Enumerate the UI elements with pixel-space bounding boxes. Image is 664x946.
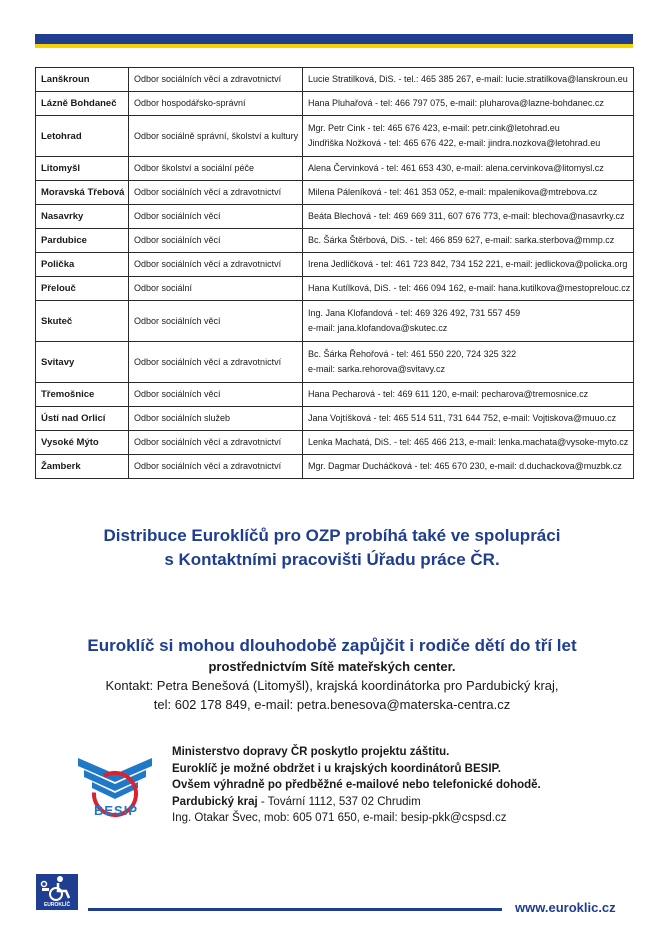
department-cell: Odbor sociálních věcí a zdravotnictví [129,455,303,479]
top-blue-stripe [35,34,633,44]
lending-subline: prostřednictvím Sítě mateřských center. [208,659,456,674]
table-row [36,181,634,205]
lending-contact-line-2: tel: 602 178 849, e-mail: petra.benesova@materska-centra.cz [153,697,511,712]
town-cell: Litomyšl [36,157,129,181]
department-cell: Odbor sociálně správní, školství a kultury [129,116,303,157]
table-row [36,431,634,455]
contact-line: Lenka Machatá, DiS. - tel: 465 466 213, e-mail: lenka.machata@vysoke-myto.cz [308,437,629,447]
town-cell: Polička [36,253,129,277]
contact-cell [303,157,634,181]
table-row [36,68,634,92]
town-cell: Nasavrky [36,205,129,229]
contact-line: Jana Vojtíšková - tel: 465 514 511, 731 644 752, e-mail: Vojtiskova@muuo.cz [308,413,617,423]
besip-line-4 [172,794,541,811]
town-cell: Žamberk [36,455,129,479]
contact-cell [303,253,634,277]
table-row [36,383,634,407]
town-cell: Lanškroun [36,68,129,92]
wheelchair-icon [36,874,78,902]
contact-line: Alena Červinková - tel: 461 653 430, e-mail: alena.cervinkova@litomysl.cz [308,163,604,173]
contact-line: Hana Kutílková, DiS. - tel: 466 094 162, e-mail: hana.kutilkova@mestoprelouc.cz [308,283,631,293]
contact-cell [303,116,634,157]
website-link[interactable]: www.euroklic.cz [515,900,616,915]
contact-line: Milena Páleníková - tel: 461 353 052, e-mail: mpalenikova@mtrebova.cz [308,187,598,197]
table-row [36,301,634,342]
euroklic-logo-text: EUROKLÍČ [43,902,71,908]
table-row [36,342,634,383]
besip-line-2: Euroklíč je možné obdržet i u krajských koordinátorů BESIP. [172,762,501,775]
contact-line: Irena Jedličková - tel: 461 723 842, 734 152 221, e-mail: jedlickova@policka.org [308,259,628,269]
contact-line: e-mail: sarka.rehorova@svitavy.cz [308,364,446,374]
department-cell: Odbor hospodářsko-správní [129,92,303,116]
department-cell: Odbor školství a sociální péče [129,157,303,181]
besip-line-1: Ministerstvo dopravy ČR poskytlo projektu záštitu. [172,746,450,758]
lending-headline: Euroklíč si mohou dlouhodobě zapůjčit i rodiče dětí do tří let [87,636,577,655]
town-cell: Přelouč [36,277,129,301]
department-cell: Odbor sociálních věcí a zdravotnictví [129,181,303,205]
table-row [36,253,634,277]
euroklic-logo [36,874,78,910]
contact-cell [303,68,634,92]
contact-line: Ing. Jana Klofandová - tel: 469 326 492, 731 557 459 [308,308,521,318]
town-cell: Svitavy [36,342,129,383]
department-cell: Odbor sociálních věcí [129,205,303,229]
contact-cell [303,277,634,301]
top-yellow-stripe [35,44,633,48]
department-cell: Odbor sociálních věcí a zdravotnictví [129,342,303,383]
contact-cell [303,455,634,479]
contact-line: Beáta Blechová - tel: 469 669 311, 607 676 773, e-mail: blechova@nasavrky.cz [308,211,625,221]
besip-info [172,744,541,827]
town-cell: Lázně Bohdaneč [36,92,129,116]
town-cell: Třemošnice [36,383,129,407]
table-row [36,116,634,157]
town-cell: Vysoké Mýto [36,431,129,455]
distribution-line-1: Distribuce Euroklíčů pro OZP probíhá také ve spolupráci [103,526,561,545]
table-row [36,455,634,479]
besip-line-3: Ovšem výhradně po předběžné e-mailové nebo telefonické dohodě. [172,779,541,791]
contact-cell [303,301,634,342]
department-cell: Odbor sociálních věcí [129,383,303,407]
town-cell: Letohrad [36,116,129,157]
contact-line: Jindřiška Nožková - tel: 465 676 422, e-mail: jindra.nozkova@letohrad.eu [308,138,601,148]
table-row [36,277,634,301]
town-cell: Pardubice [36,229,129,253]
department-cell: Odbor sociální [129,277,303,301]
top-color-bar [35,34,633,48]
department-cell: Odbor sociálních věcí a zdravotnictví [129,431,303,455]
contact-cell [303,407,634,431]
besip-logo-text: BESIP [93,803,138,818]
contact-cell [303,431,634,455]
footer-divider [88,908,502,911]
besip-region: Pardubický kraj [172,795,258,808]
town-cell: Skuteč [36,301,129,342]
contact-line: Lucie Stratilková, DiS. - tel.: 465 385 267, e-mail: lucie.stratilkova@lanskroun.eu [308,74,628,84]
distribution-line-2: s Kontaktními pracovišti Úřadu práce ČR. [164,550,500,569]
department-cell: Odbor sociálních služeb [129,407,303,431]
contacts-table [35,67,634,479]
contact-cell [303,205,634,229]
table-row [36,92,634,116]
table-row [36,407,634,431]
contact-line: Mgr. Dagmar Ducháčková - tel: 465 670 230, e-mail: d.duchackova@muzbk.cz [308,461,622,471]
contact-line: Mgr. Petr Cink - tel: 465 676 423, e-mail: petr.cink@letohrad.eu [308,123,560,133]
table-row [36,229,634,253]
contacts-table-body [36,68,634,479]
table-row [36,157,634,181]
besip-line-5: Ing. Otakar Švec, mob: 605 071 650, e-mail: besip-pkk@cspsd.cz [172,812,507,824]
contact-line: Bc. Šárka Štěrbová, DiS. - tel: 466 859 627, e-mail: sarka.sterbova@mmp.cz [308,235,615,245]
contact-cell [303,383,634,407]
contact-line: Bc. Šárka Řehořová - tel: 461 550 220, 724 325 322 [308,349,517,359]
contact-cell [303,229,634,253]
contact-line: Hana Pluhařová - tel: 466 797 075, e-mail: pluharova@lazne-bohdanec.cz [308,98,604,108]
town-cell: Moravská Třebová [36,181,129,205]
town-cell: Ústí nad Orlicí [36,407,129,431]
contact-cell [303,181,634,205]
contact-line: Hana Pecharová - tel: 469 611 120, e-mail: pecharova@tremosnice.cz [308,389,589,399]
contact-line: e-mail: jana.klofandova@skutec.cz [308,323,448,333]
lending-contact-line-1: Kontakt: Petra Benešová (Litomyšl), krajská koordinátorka pro Pardubický kraj, [105,678,559,693]
department-cell: Odbor sociálních věcí [129,301,303,342]
department-cell: Odbor sociálních věcí [129,229,303,253]
contact-cell [303,92,634,116]
department-cell: Odbor sociálních věcí a zdravotnictví [129,68,303,92]
contact-cell [303,342,634,383]
table-row [36,205,634,229]
besip-address: - Tovární 1112, 537 02 Chrudim [257,795,421,808]
department-cell: Odbor sociálních věcí a zdravotnictví [129,253,303,277]
